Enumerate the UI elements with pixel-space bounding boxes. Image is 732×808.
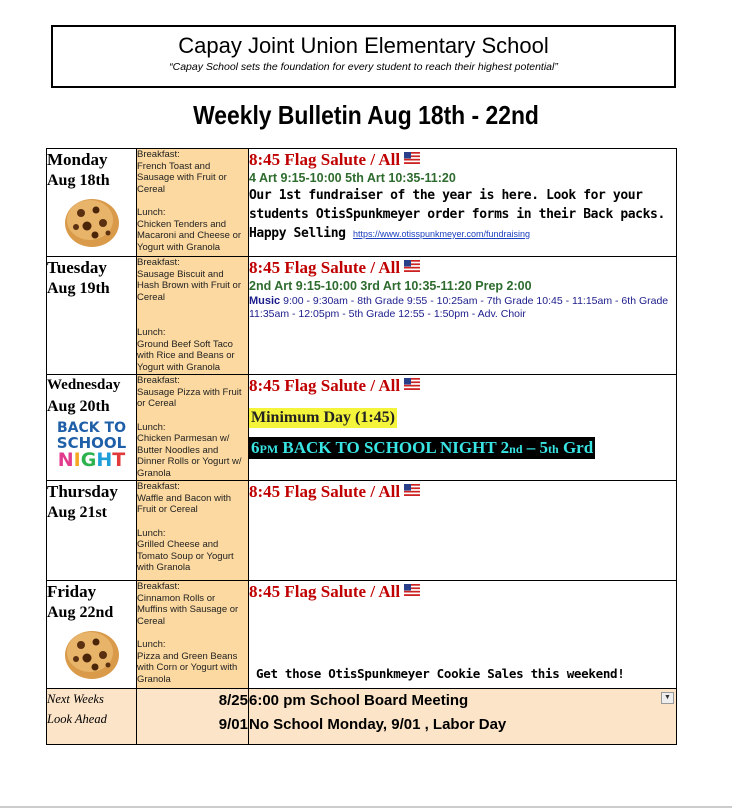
table-row-wednesday [47,375,677,481]
table-row-look-ahead [47,689,677,745]
us-flag-icon [404,260,420,272]
day-name: Tuesday [47,258,107,277]
music-label: Music [249,295,281,307]
bts-dash: – 5 [522,438,549,457]
breakfast-label: Breakfast: [137,581,180,592]
minimum-day-highlight: Minimum Day (1:45) [251,409,395,426]
day-date: Aug 21st [47,504,108,521]
breakfast-label: Breakfast: [137,481,180,492]
flag-salute-text: 8:45 Flag Salute / All [249,258,401,277]
breakfast-menu: French Toast and Sausage with Fruit or Cereal [137,160,227,195]
lunch-menu: Pizza and Green Beans with Corn or Yogurt with Granola [137,650,238,685]
day-date: Aug 20th [47,398,110,415]
bts-text: BACK TO SCHOOL NIGHT 2 [278,438,510,457]
dropdown-arrow-icon[interactable]: ▼ [661,692,674,704]
flag-salute-text: 8:45 Flag Salute / All [249,482,401,501]
logo-letter: H [96,449,113,471]
lunch-menu: Grilled Cheese and Tomato Soup or Yogurt with Granola [137,539,234,573]
fundraiser-note [249,186,676,244]
meal-cell-wednesday [137,375,249,481]
flag-salute [249,581,676,603]
bulletin-title: Weekly Bulletin Aug 18th - 22nd [193,100,539,130]
bts-th: th [548,442,559,456]
back-to-school-night-logo [47,421,136,470]
bts-time: 6 [251,438,260,457]
header-box [51,25,676,88]
lunch-menu: Ground Beef Soft Taco with Rice and Beans or Yogurt with Granola [137,338,235,373]
flag-salute-text: 8:45 Flag Salute / All [249,582,401,601]
breakfast-label: Breakfast: [137,149,180,160]
breakfast-menu: Cinnamon Rolls or Muffins with Sausage or Cereal [137,592,239,627]
music-schedule [249,295,676,321]
logo-letter: T [112,449,126,471]
day-cell-monday [47,149,137,257]
table-row-friday [47,581,677,689]
day-name: Thursday [47,482,118,501]
lunch-menu: Chicken Parmesan w/ Butter Noodles and Dinner Rolls or Yogurt w/ Granola [137,433,242,479]
bts-grd: Grd [558,438,594,457]
logo-line-1: BACK TO [57,420,126,436]
breakfast-label: Breakfast: [137,375,180,386]
meal-cell-tuesday [137,257,249,375]
cookie-icon [63,625,121,681]
look-ahead-date: 9/01 [218,716,248,733]
look-ahead-events [249,689,677,745]
look-ahead-date: 8/25 [218,692,248,709]
cookie-icon [63,193,121,249]
day-cell-friday [47,581,137,689]
breakfast-menu: Waffle and Bacon with Fruit or Cereal [137,492,231,515]
day-name: Wednesday [47,377,121,393]
breakfast-menu: Sausage Pizza with Fruit or Cereal [137,386,242,409]
info-cell-monday [249,149,677,257]
look-ahead-dates [137,689,249,745]
art-schedule: 4 Art 9:15-10:00 5th Art 10:35-11:20 [249,171,456,185]
logo-letter: I [73,449,81,471]
day-name: Friday [47,582,97,601]
look-ahead-event: 6:00 pm School Board Meeting [249,692,469,709]
day-name: Monday [47,150,108,169]
flag-salute-text: 8:45 Flag Salute / All [249,150,401,169]
fundraising-link[interactable]: https://www.otisspunkmeyer.com/fundraising [352,229,531,239]
music-text: 9:00 - 9:30am - 8th Grade 9:55 - 10:25am - 7th Grade 10:45 - 11:15am - 6th Grade 11:35am - 12:05pm - 5th Grade 12:55 - 1:50pm - Adv. Choir [249,295,669,320]
us-flag-icon [404,584,420,596]
info-cell-wednesday [249,375,677,481]
us-flag-icon [404,484,420,496]
schedule-table [46,148,677,745]
table-row-monday [47,149,677,257]
flag-salute-text: 8:45 Flag Salute / All [249,376,401,395]
day-date: Aug 19th [47,280,110,297]
bts-nd: nd [509,442,523,456]
look-ahead-line-2: Look Ahead [47,712,107,726]
info-cell-friday [249,581,677,689]
breakfast-label: Breakfast: [137,257,180,268]
logo-letter: G [80,449,97,471]
table-row-thursday [47,481,677,581]
flag-salute [249,481,676,503]
day-cell-tuesday [47,257,137,375]
lunch-label: Lunch: [137,527,166,539]
day-cell-wednesday [47,375,137,481]
breakfast-menu: Sausage Biscuit and Hash Brown with Fruit or Cereal [137,268,242,303]
school-name: Capay Joint Union Elementary School [178,33,549,58]
table-row-tuesday [47,257,677,375]
us-flag-icon [404,378,420,390]
back-to-school-night-banner [249,437,595,459]
info-cell-tuesday [249,257,677,375]
us-flag-icon [404,152,420,164]
logo-line-3 [47,451,136,470]
meal-cell-monday [137,149,249,257]
day-date: Aug 18th [47,172,110,189]
school-motto: “Capay School sets the foundation for every student to reach their highest potential” [169,61,558,73]
bts-pm: PM [259,442,279,456]
art-schedule: 2nd Art 9:15-10:00 3rd Art 10:35-11:20 Prep 2:00 [249,279,532,293]
info-cell-thursday [249,481,677,581]
look-ahead-line-1: Next Weeks [47,692,104,706]
look-ahead-event: No School Monday, 9/01 , Labor Day [249,716,507,733]
look-ahead-label [47,689,137,745]
meal-cell-thursday [137,481,249,581]
flag-salute [249,149,676,171]
fundraiser-text: Our 1st fundraiser of the year is here. Look for your students OtisSpunkmeyer order forms in their Back packs. Happy Selling [249,188,665,241]
meal-cell-friday [137,581,249,689]
day-cell-thursday [47,481,137,581]
lunch-label: Lunch: [137,327,166,338]
logo-letter: N [57,449,74,471]
flag-salute [249,257,676,279]
lunch-label: Lunch: [137,421,166,433]
cookie-sale-note: Get those OtisSpunkmeyer Cookie Sales this weekend! [256,666,625,681]
day-date: Aug 22nd [47,604,114,621]
logo-line-2: SCHOOL [56,434,127,452]
lunch-menu: Chicken Tenders and Macaroni and Cheese or Yogurt with Granola [137,218,242,253]
lunch-label: Lunch: [137,207,166,218]
flag-salute [249,375,676,397]
lunch-label: Lunch: [137,639,166,650]
